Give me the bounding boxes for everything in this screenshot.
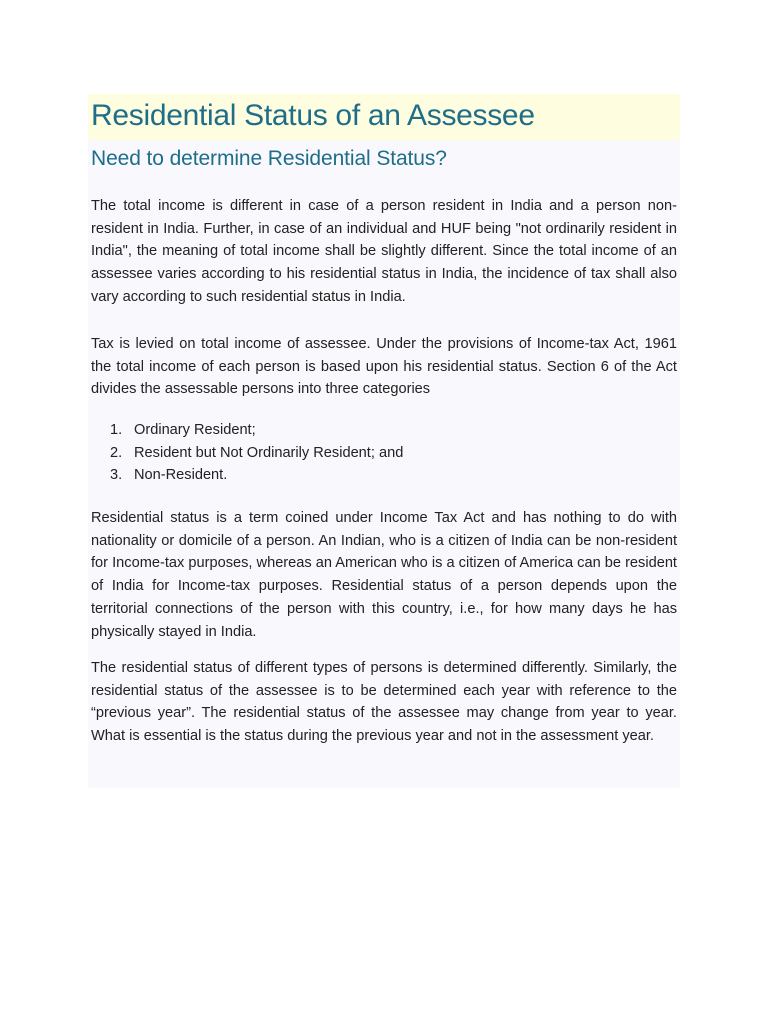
list-item-label: Resident but Not Ordinarily Resident; and	[134, 444, 404, 461]
list-item-label: Non-Resident.	[134, 467, 228, 484]
paragraph-tax-levied: Tax is levied on total income of assessee. Under the provisions of Income-tax Act, 1961 the total income of each person is based upon his residential status. Section 6 of the Act divides the assessable persons into three categories	[91, 336, 677, 398]
paragraph-total-income: The total income is different in case of a person resident in India and a person non-resident in India. Further, in case of an individual and HUF being "not ordinarily resident in India", the meaning of total income shall be slightly different. Since the total income of an assessee varies according to his residential status in India, the incidence of tax shall also vary according to such residential status in India.	[91, 198, 677, 305]
section-subtitle: Need to determine Residential Status?	[91, 147, 447, 170]
list-item-number: 3.	[110, 467, 123, 484]
document-panel	[88, 94, 680, 788]
list-item	[110, 442, 403, 465]
paragraph-residential-status-term: Residential status is a term coined under Income Tax Act and has nothing to do with nationality or domicile of a person. An Indian, who is a citizen of India can be non-resident for Income-tax purposes, whereas an American who is a citizen of America can be resident of India for Income-tax purposes. Residential status of a person depends upon the territorial connections of the person with this country, i.e., for how many days he has physically stayed in India.	[91, 510, 677, 640]
list-item-number: 2.	[110, 444, 123, 461]
paragraph-determined-differently: The residential status of different types of persons is determined differently. Similarly, the residential status of the assessee is to be determined each year with reference to the “previous year”. The residential status of the assessee may change from year to year. What is essential is the status during the previous year and not in the assessment year.	[91, 660, 677, 745]
page-title: Residential Status of an Assessee	[91, 99, 535, 132]
list-item	[110, 464, 403, 487]
list-item-label: Ordinary Resident;	[134, 422, 256, 438]
categories-list	[110, 419, 403, 487]
list-item	[110, 419, 403, 442]
title-band	[88, 94, 680, 140]
list-item-number: 1.	[110, 422, 123, 438]
